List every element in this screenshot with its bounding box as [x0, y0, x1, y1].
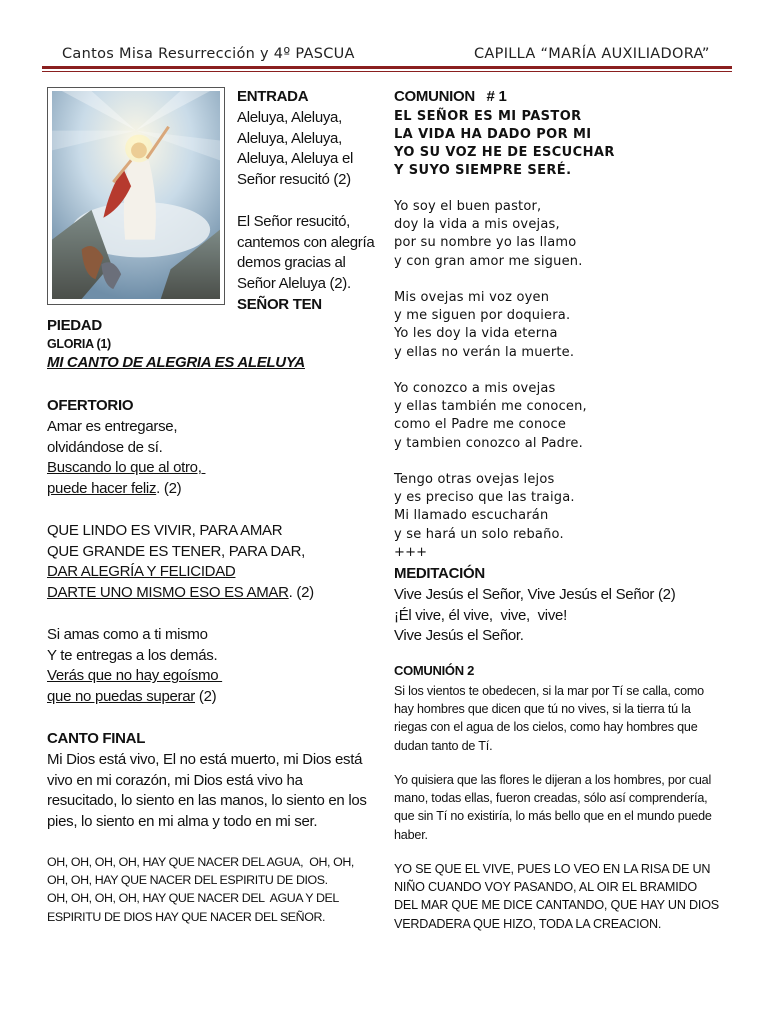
ofertorio-chorus-underlined: DARTE UNO MISMO ESO ES AMAR — [47, 584, 289, 602]
ofertorio-chorus-line: QUE LINDO ES VIVIR, PARA AMAR — [47, 521, 283, 539]
comunion1-verse-line: Tengo otras ovejas lejos — [394, 472, 555, 487]
entrada-line: Aleluya, Aleluya, — [237, 108, 342, 126]
entrada-title: ENTRADA — [237, 88, 309, 105]
header-rule — [42, 66, 732, 69]
gloria-title: MI CANTO DE ALEGRIA ES ALELUYA — [47, 354, 305, 371]
canto-final-line: vivo en mi corazón, mi Dios está vivo ha — [47, 771, 303, 789]
ofertorio-chorus-line: DAR ALEGRÍA Y FELICIDAD — [47, 563, 236, 581]
comunion2-chorus-line: DEL MAR QUE ME DICE CANTANDO, QUE HAY UN DIOS — [394, 898, 720, 913]
comunion2-p2 — [394, 771, 712, 844]
canto-final-chorus-line: ESPIRITU DE DIOS HAY QUE NACER DEL SEÑOR. — [47, 909, 326, 924]
comunion2-chorus-line: VERDADERA QUE HIZO, TODA LA CREACION. — [394, 916, 662, 931]
ofertorio-line-underlined: Buscando lo que al otro, — [47, 459, 206, 477]
comunion1-verse-line: Yo soy el buen pastor, — [394, 199, 542, 214]
entrada-line: Aleluya, Aleluya el — [237, 150, 354, 168]
entrada-line: Aleluya, Aleluya, — [237, 129, 342, 147]
meditacion-line: ¡Él vive, él vive, vive, vive! — [394, 606, 567, 624]
ofertorio-line: olvidándose de sí. — [47, 438, 163, 456]
comunion1-verse-line: por su nombre yo las llamo — [394, 235, 577, 251]
senor-ten-line2: PIEDAD — [47, 317, 102, 334]
canto-final-line: Mi Dios está vivo, El no está muerto, mi Dios está — [47, 750, 363, 768]
comunion1-verse-line: y es preciso que las traiga. — [394, 490, 575, 506]
header-rule-thin — [42, 71, 732, 72]
canto-final-chorus — [47, 853, 354, 926]
header-left: Cantos Misa Resurrección y 4º PASCUA — [62, 46, 355, 62]
comunion1-chorus-line: YO SU VOZ HE DE ESCUCHAR — [394, 145, 615, 160]
comunion1-verse-line: Yo conozco a mis ovejas — [394, 381, 556, 396]
comunion2-chorus-line: NIÑO CUANDO VOY PASANDO, AL OIR EL BRAMIDO — [394, 880, 698, 895]
comunion1-chorus-line: LA VIDA HA DADO POR MI — [394, 127, 592, 142]
comunion1-verse-line: y me siguen por doquiera. — [394, 308, 571, 324]
ofertorio-chorus-line: QUE GRANDE ES TENER, PARA DAR, — [47, 542, 306, 560]
entrada-line: Señor resucitó (2) — [237, 171, 351, 189]
spacer — [394, 453, 587, 471]
resurrection-image — [47, 87, 225, 305]
ofertorio-verse-line: Y te entregas a los demás. — [47, 646, 218, 664]
entrada-line: Señor Aleluya (2). — [237, 275, 351, 293]
comunion2-line: Si los vientos te obedecen, si la mar por Tí se calla, como — [394, 684, 704, 698]
comunion2-p3 — [394, 860, 719, 933]
ofertorio-title: OFERTORIO — [47, 397, 134, 414]
canto-final-title: CANTO FINAL — [47, 730, 146, 747]
comunion2-line: riegas con el agua de los cielos, como hay hombres que — [394, 720, 698, 735]
comunion1-verse-line: y ellas no verán la muerte. — [394, 344, 575, 360]
spacer — [47, 604, 314, 625]
canto-final-section — [47, 729, 367, 833]
comunion2-line: Yo quisiera que las flores le dijeran a los hombres, por cual — [394, 773, 712, 787]
meditacion-line: Vive Jesús el Señor. — [394, 627, 524, 645]
entrada-line: El Señor resucitó, — [237, 212, 350, 230]
ofertorio-repeat: . (2) — [156, 480, 182, 498]
comunion1-end-mark: +++ — [394, 544, 428, 560]
comunion1-verse-line: como el Padre me conoce — [394, 417, 567, 433]
comunion1-verse-line: y se hará un solo rebaño. — [394, 526, 564, 542]
ofertorio-verse-line: Si amas como a ti mismo — [47, 625, 208, 643]
spacer — [237, 191, 374, 212]
entrada-line: cantemos con alegría — [237, 233, 375, 251]
ofertorio-verse-repeat: (2) — [195, 688, 217, 706]
ofertorio-verse-mixed — [47, 687, 314, 708]
piedad-section — [47, 316, 102, 337]
comunion1-heading: COMUNION # 1 — [394, 88, 507, 105]
comunion1-chorus-line: Y SUYO SIEMPRE SERÉ. — [394, 163, 572, 178]
meditacion-section — [394, 564, 675, 647]
header-right: CAPILLA “MARÍA AUXILIADORA” — [474, 46, 710, 62]
entrada-section — [237, 87, 374, 316]
comunion1-title — [394, 87, 506, 108]
comunion2-line: mano, todas ellas, fueron creadas, sólo así comprendería, — [394, 791, 708, 806]
comunion2-title: COMUNIÓN 2 — [394, 663, 475, 678]
comunion1-verse-line: y ellas también me conocen, — [394, 399, 587, 415]
ofertorio-verse-underlined: que no puedas superar — [47, 688, 195, 706]
meditacion-title: MEDITACIÓN — [394, 565, 485, 582]
meditacion-line: Vive Jesús el Señor, Vive Jesús el Señor (2) — [394, 585, 676, 603]
comunion2-line: hay hombres que dicen que tú no vives, si la tierra tú la — [394, 702, 691, 717]
comunion1-verse-line: Yo les doy la vida eterna — [394, 326, 558, 342]
comunion2-line: haber. — [394, 827, 428, 842]
entrada-line: demos gracias al — [237, 254, 346, 272]
comunion1-verse-line: Mi llamado escucharán — [394, 508, 549, 524]
spacer — [394, 271, 587, 289]
comunion1-chorus — [394, 108, 615, 180]
comunion1-verse-line: y con gran amor me siguen. — [394, 253, 583, 269]
comunion1-verses — [394, 198, 587, 562]
ofertorio-chorus-mixed — [47, 583, 314, 604]
gloria-label: GLORIA (1) — [47, 337, 111, 351]
ofertorio-section — [47, 396, 314, 708]
ofertorio-line: Amar es entregarse, — [47, 417, 178, 435]
canto-final-chorus-line: OH, OH, HAY QUE NACER DEL ESPIRITU DE DIOS. — [47, 873, 328, 888]
ofertorio-line-mixed — [47, 479, 314, 500]
comunion1-verse-line: doy la vida a mis ovejas, — [394, 217, 560, 233]
spacer — [394, 362, 587, 380]
senor-ten-line1: SEÑOR TEN — [237, 295, 322, 313]
canto-final-line: pies, lo siento en mi alma y todo en mi ser. — [47, 813, 318, 831]
comunion2-p1 — [394, 682, 704, 755]
canto-final-line: resucitado, lo siento en las manos, lo siento en los — [47, 792, 367, 810]
ofertorio-underlined: puede hacer feliz — [47, 480, 157, 498]
ofertorio-verse-line: Verás que no hay egoísmo — [47, 667, 223, 685]
comunion2-line: que sin Tí no existiría, lo más bello que en el mundo puede — [394, 809, 712, 824]
ofertorio-chorus-repeat: . (2) — [288, 584, 314, 602]
comunion1-chorus-line: EL SEÑOR ES MI PASTOR — [394, 109, 582, 124]
comunion1-verse-line: y tambien conozco al Padre. — [394, 435, 583, 451]
comunion2-chorus-line: YO SE QUE EL VIVE, PUES LO VEO EN LA RISA DE UN — [394, 862, 711, 876]
canto-final-chorus-line: OH, OH, OH, OH, HAY QUE NACER DEL AGUA Y DEL — [47, 891, 339, 906]
comunion2-line: dudan tanto de Tí. — [394, 738, 493, 753]
spacer — [47, 500, 314, 521]
resurrection-icon — [52, 91, 220, 299]
comunion1-verse-line: Mis ovejas mi voz oyen — [394, 290, 550, 305]
canto-final-chorus-line: OH, OH, OH, OH, HAY QUE NACER DEL AGUA, OH, OH, — [47, 855, 354, 869]
